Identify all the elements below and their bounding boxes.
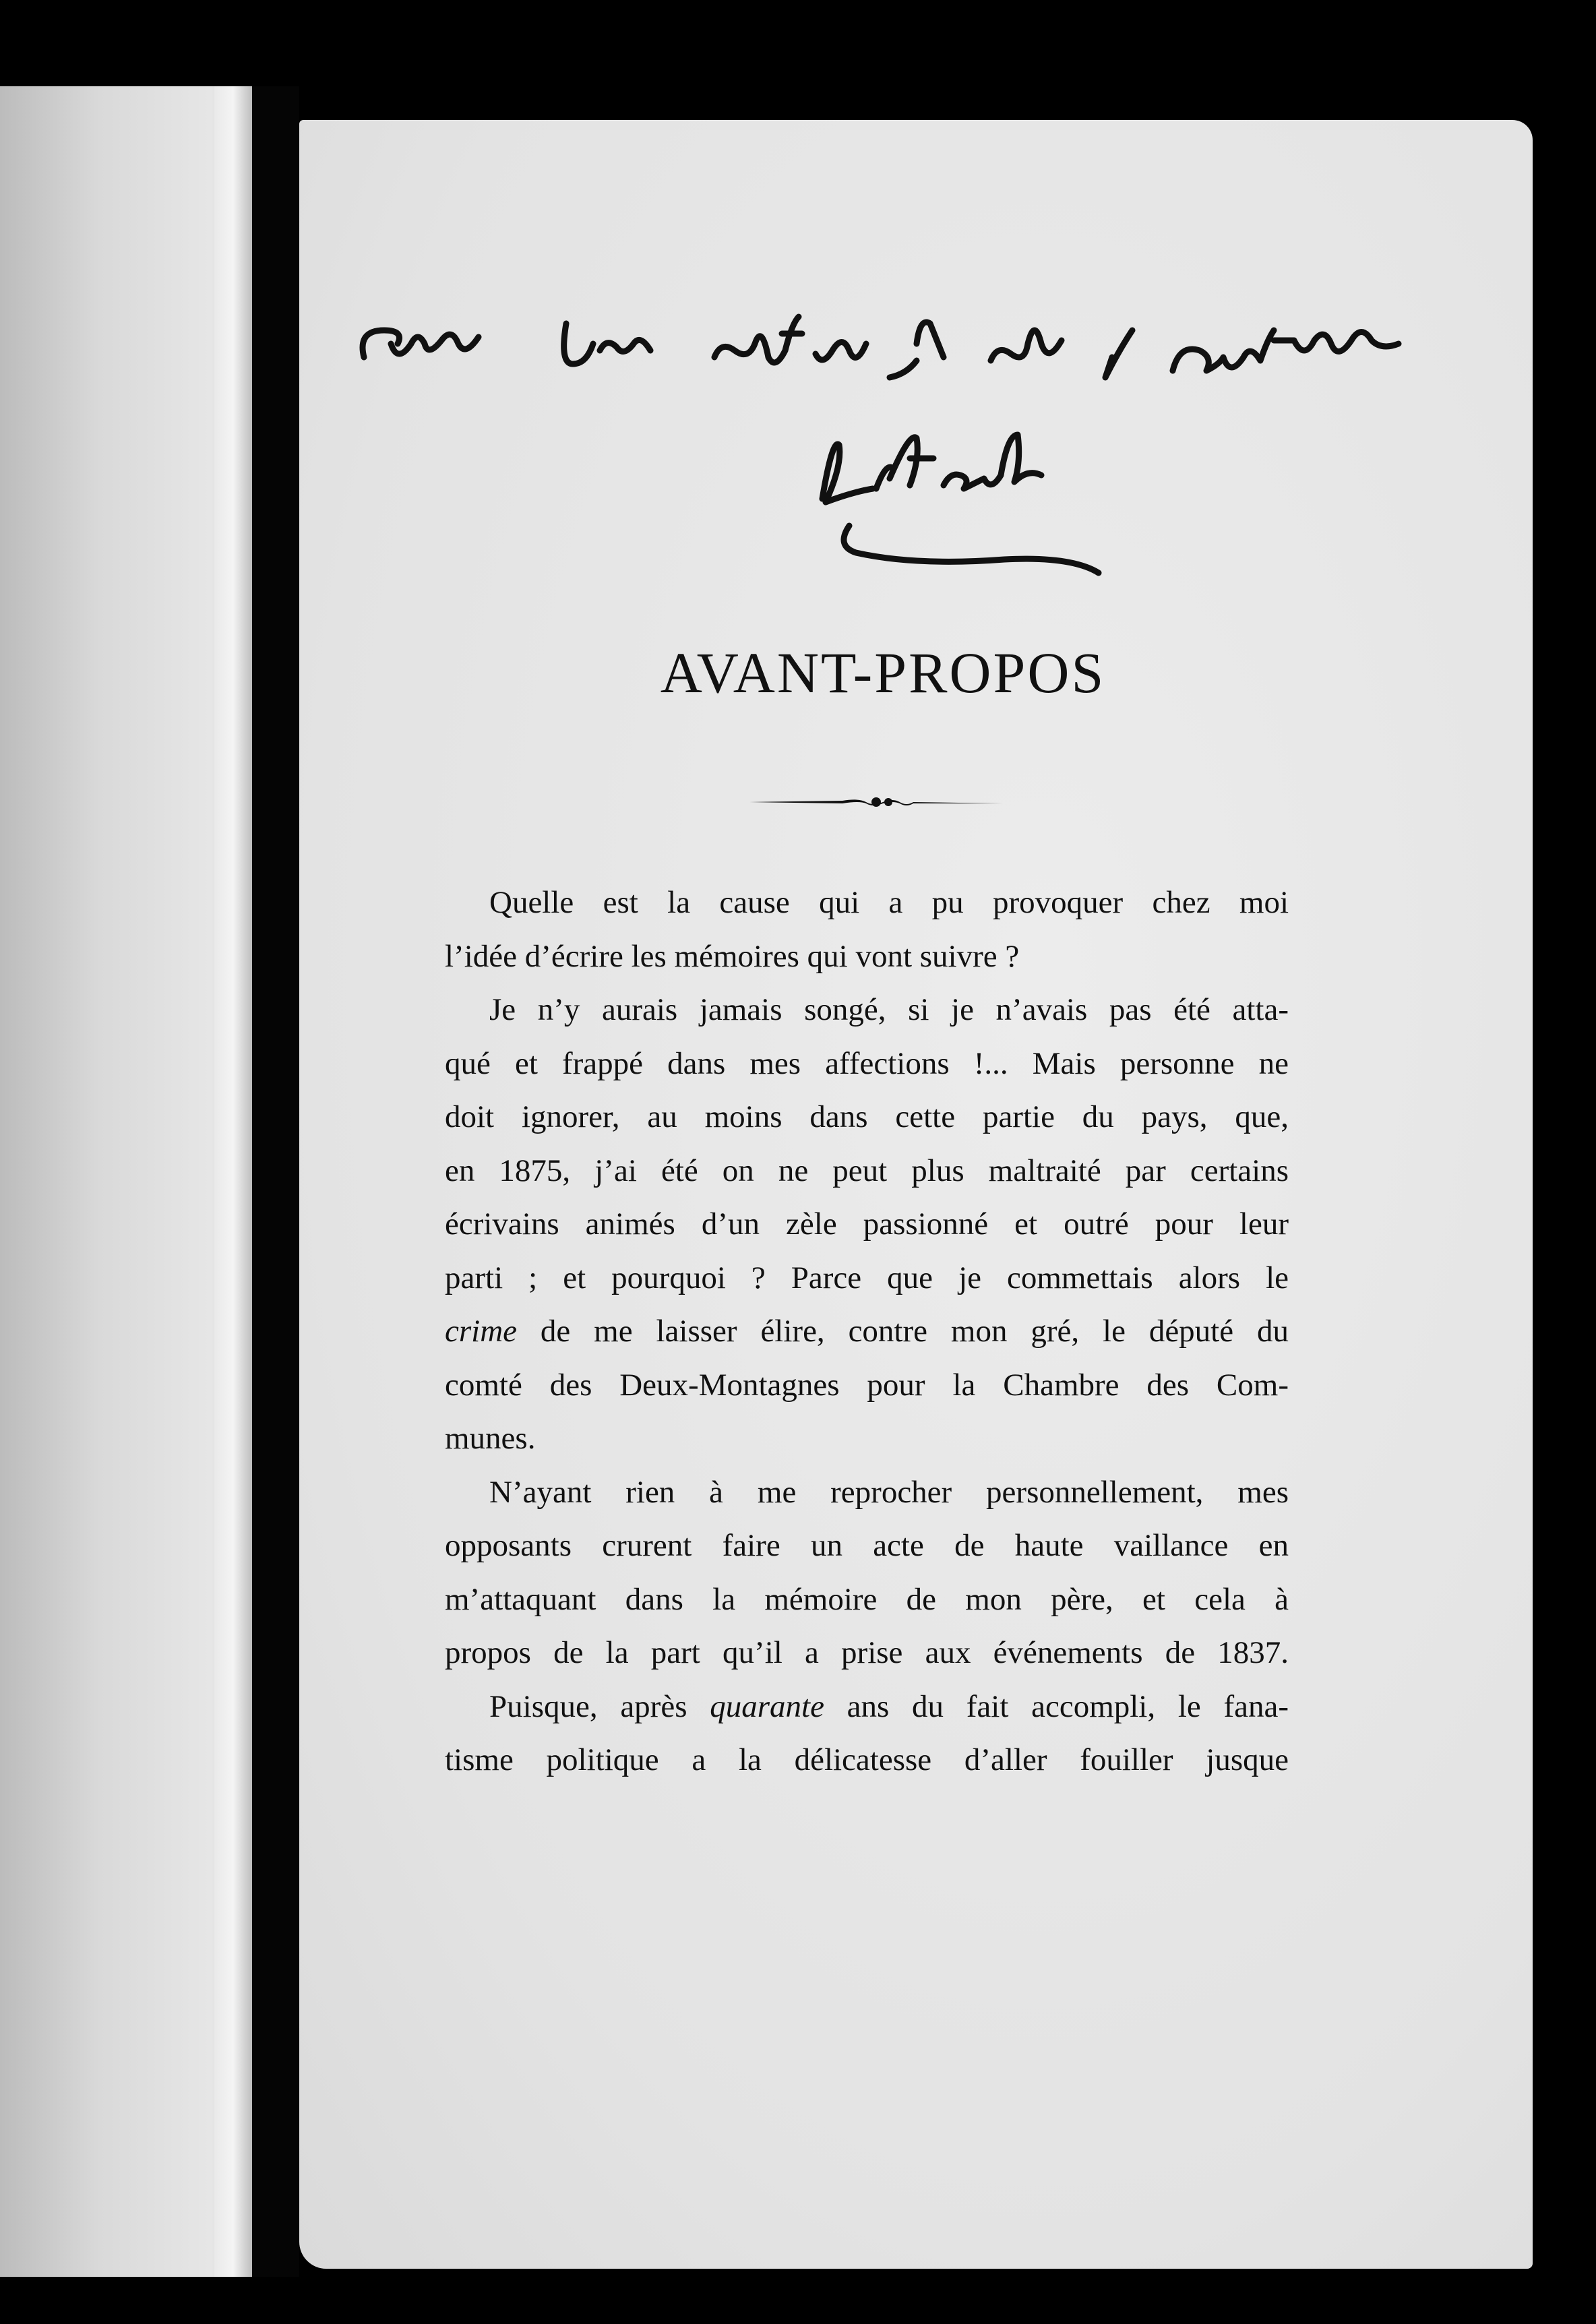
italic-word: quarante [710,1688,824,1724]
left-page-margin [214,86,252,2277]
text-line: Quelle est la cause qui a pu provoquer chez moi [489,885,1289,920]
ornamental-rule [748,789,1004,816]
text-line: écrivains animés d’un zèle passionné et outré pour leur [445,1206,1289,1242]
text-line: tisme politique a la délicatesse d’aller fouiller jusque [445,1742,1289,1777]
body-text [445,876,1289,1787]
text-line: Puisque, après quarante ans du fait accompli, le fana- [489,1688,1289,1724]
text-line: m’attaquant dans la mémoire de mon père, et cela à [445,1581,1289,1617]
text-line: parti ; et pourquoi ? Parce que je commettais alors le [445,1260,1289,1295]
handwritten-dedication-signature [350,297,1463,580]
text-line: Je n’y aurais jamais songé, si je n’avais pas été atta- [489,992,1289,1027]
text-line: qué et frappé dans mes affections !... Mais personne ne [445,1045,1289,1081]
page-title: AVANT-PROPOS [660,640,1106,705]
text-line: crime de me laisser élire, contre mon gré, le député du [445,1314,1289,1349]
text-line: en 1875, j’ai été on ne peut plus maltraité par certains [445,1153,1289,1188]
text-line: propos de la part qu’il a prise aux événements de 1837. [445,1635,1289,1670]
text-line: N’ayant rien à me reprocher personnellement, mes [489,1474,1289,1510]
text-line: comté des Deux-Montagnes pour la Chambre des Com- [445,1367,1289,1403]
left-page-edge [0,86,248,2277]
book-gutter [252,86,299,2277]
italic-word: crime [445,1314,518,1349]
text-line: l’idée d’écrire les mémoires qui vont suivre ? [445,938,1020,974]
text-line: doit ignorer, au moins dans cette partie du pays, que, [445,1099,1289,1134]
text-line: opposants crurent faire un acte de haute vaillance en [445,1528,1289,1563]
text-line: munes. [445,1421,536,1456]
